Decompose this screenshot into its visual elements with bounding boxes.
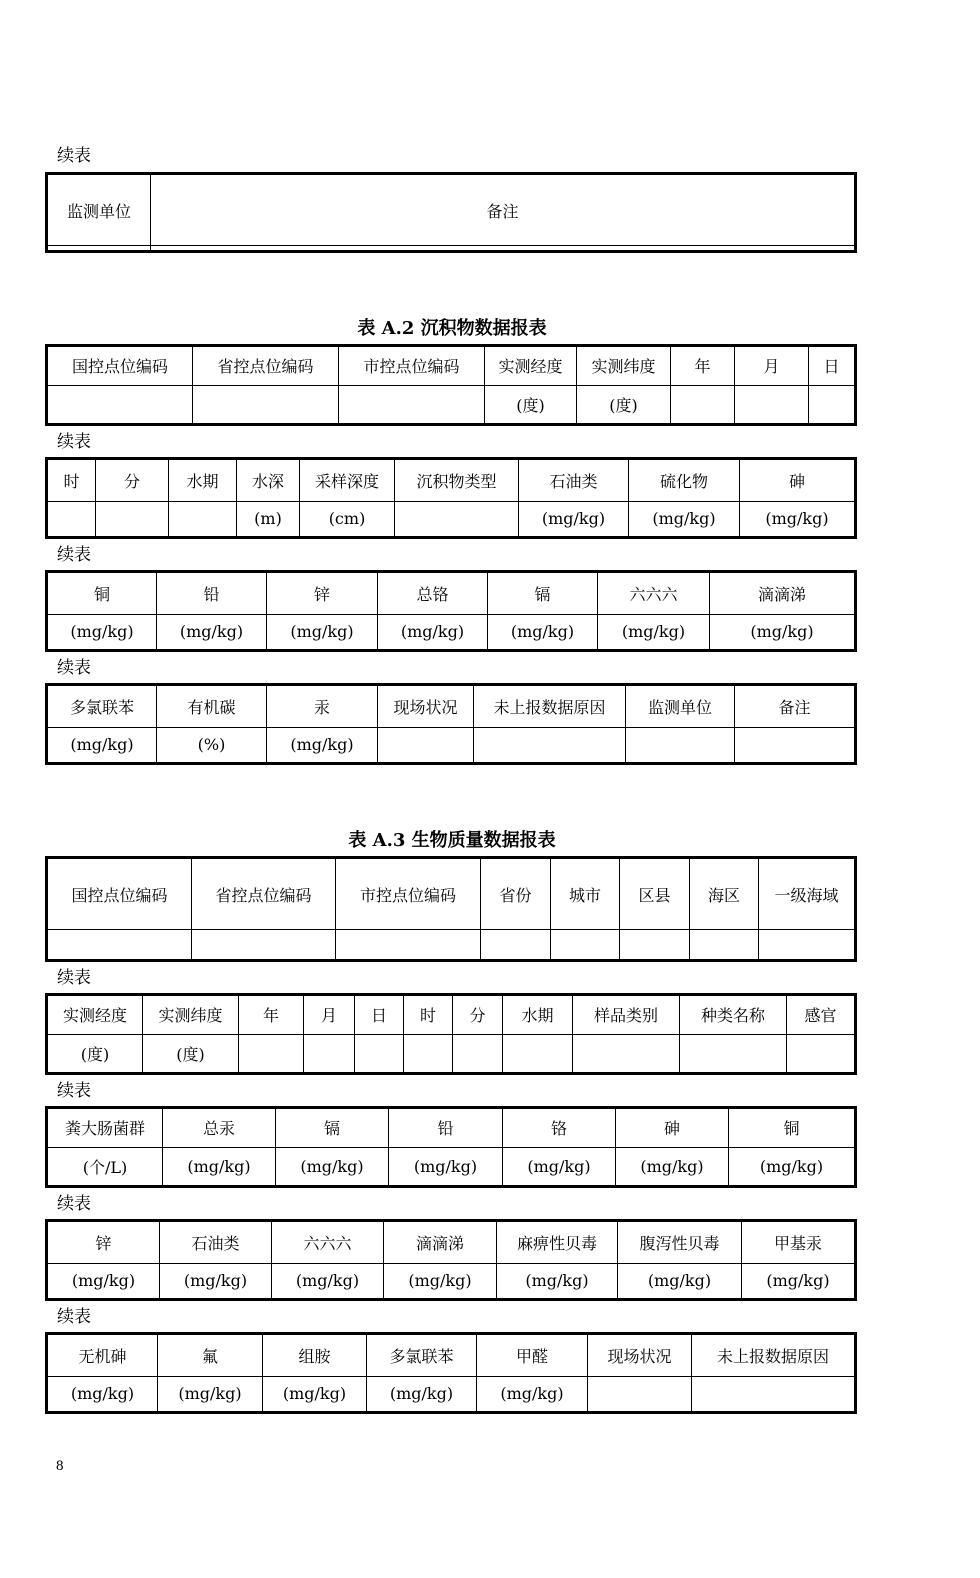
data-cell [481, 930, 551, 961]
data-cell [169, 501, 237, 537]
header-cell: 铜 [47, 572, 157, 615]
unit-cell: (mg/kg) [378, 614, 488, 650]
header-cell: 镉 [488, 572, 598, 615]
data-cell [395, 501, 519, 537]
data-cell [453, 1034, 503, 1074]
unit-cell: (mg/kg) [389, 1147, 503, 1187]
table-row [47, 1263, 856, 1299]
data-cell [336, 930, 481, 961]
header-cell: 总铬 [378, 572, 488, 615]
header-cell: 铜 [729, 1108, 856, 1148]
header-cell: 分 [453, 995, 503, 1035]
continued-label: 续表 [57, 968, 91, 988]
continued-label: 续表 [57, 1194, 91, 1214]
table-row [47, 614, 856, 650]
unit-cell: (mg/kg) [616, 1147, 729, 1187]
unit-cell: (mg/kg) [497, 1263, 618, 1299]
header-cell: 采样深度 [300, 459, 395, 502]
unit-cell: (mg/kg) [47, 1263, 160, 1299]
table-row [47, 727, 856, 763]
unit-cell: (cm) [300, 501, 395, 537]
header-cell: 分 [96, 459, 169, 502]
table-a3-continued-2 [45, 1106, 857, 1188]
header-cell: 总汞 [163, 1108, 276, 1148]
header-cell: 未上报数据原因 [474, 685, 626, 728]
table-row [47, 1376, 856, 1412]
header-cell: 实测经度 [485, 346, 577, 386]
unit-cell: (mg/kg) [163, 1147, 276, 1187]
header-cell: 备注 [151, 174, 856, 246]
data-cell [378, 727, 474, 763]
table-row [47, 1334, 856, 1377]
continued-label: 续表 [57, 545, 91, 565]
header-cell: 一级海域 [759, 858, 856, 930]
unit-cell: (mg/kg) [157, 614, 267, 650]
header-cell: 组胺 [263, 1334, 367, 1377]
data-cell [809, 385, 856, 425]
header-cell: 国控点位编码 [47, 346, 193, 386]
table-a3-continued-1 [45, 993, 857, 1075]
header-cell: 多氯联苯 [47, 685, 157, 728]
data-cell [47, 501, 96, 537]
header-cell: 有机碳 [157, 685, 267, 728]
unit-cell: (mg/kg) [263, 1376, 367, 1412]
data-cell [47, 930, 192, 961]
header-cell: 汞 [267, 685, 378, 728]
header-cell: 砷 [740, 459, 856, 502]
header-cell: 铬 [503, 1108, 616, 1148]
header-cell: 锌 [47, 1221, 160, 1264]
data-cell [239, 1034, 304, 1074]
table-row [47, 685, 856, 728]
header-cell: 省控点位编码 [192, 858, 336, 930]
table-row [47, 995, 856, 1035]
unit-cell: (mg/kg) [598, 614, 710, 650]
header-cell: 六六六 [598, 572, 710, 615]
header-cell: 样品类别 [573, 995, 680, 1035]
unit-cell: (mg/kg) [729, 1147, 856, 1187]
continued-label: 续表 [57, 1307, 91, 1327]
data-cell [735, 727, 856, 763]
unit-cell: (mg/kg) [160, 1263, 272, 1299]
unit-cell: (mg/kg) [629, 501, 740, 537]
data-cell [47, 246, 151, 252]
table-row [47, 385, 856, 425]
header-cell: 镉 [276, 1108, 389, 1148]
header-cell: 时 [47, 459, 96, 502]
header-cell: 城市 [551, 858, 620, 930]
unit-cell: (mg/kg) [267, 614, 378, 650]
header-cell: 国控点位编码 [47, 858, 192, 930]
header-cell: 月 [304, 995, 355, 1035]
unit-cell: (mg/kg) [503, 1147, 616, 1187]
unit-cell: (mg/kg) [158, 1376, 263, 1412]
header-cell: 水期 [503, 995, 573, 1035]
header-cell: 市控点位编码 [336, 858, 481, 930]
unit-cell: (度) [47, 1034, 143, 1074]
header-cell: 现场状况 [588, 1334, 692, 1377]
header-cell: 六六六 [272, 1221, 384, 1264]
table-row [47, 246, 856, 252]
data-cell [339, 385, 485, 425]
data-cell [304, 1034, 355, 1074]
header-cell: 实测纬度 [143, 995, 239, 1035]
header-cell: 甲基汞 [742, 1221, 856, 1264]
unit-cell: (mg/kg) [272, 1263, 384, 1299]
unit-cell: (mg/kg) [47, 614, 157, 650]
header-cell: 水期 [169, 459, 237, 502]
table-a2-title: 表 A.2 沉积物数据报表 [357, 318, 547, 339]
table-row [47, 1221, 856, 1264]
header-cell: 锌 [267, 572, 378, 615]
table-row [47, 930, 856, 961]
data-cell [588, 1376, 692, 1412]
header-cell: 年 [671, 346, 735, 386]
table-row [47, 346, 856, 386]
data-cell [355, 1034, 404, 1074]
header-cell: 监测单位 [626, 685, 735, 728]
data-cell [626, 727, 735, 763]
table-row [47, 459, 856, 502]
table-a3-title: 表 A.3 生物质量数据报表 [348, 830, 556, 851]
header-cell: 备注 [735, 685, 856, 728]
header-cell: 日 [355, 995, 404, 1035]
header-cell: 日 [809, 346, 856, 386]
unit-cell: (mg/kg) [488, 614, 598, 650]
header-cell: 沉积物类型 [395, 459, 519, 502]
header-cell: 铅 [157, 572, 267, 615]
data-cell [759, 930, 856, 961]
data-cell [503, 1034, 573, 1074]
data-cell [671, 385, 735, 425]
header-cell: 省份 [481, 858, 551, 930]
header-cell: 甲醛 [477, 1334, 588, 1377]
table-a2-continued-1 [45, 457, 857, 539]
unit-cell: (度) [485, 385, 577, 425]
table-row [47, 1108, 856, 1148]
table-row [47, 1147, 856, 1187]
unit-cell: (mg/kg) [710, 614, 856, 650]
header-cell: 腹泻性贝毒 [618, 1221, 742, 1264]
table-a1-continued [45, 172, 857, 253]
header-cell: 多氯联苯 [367, 1334, 477, 1377]
header-cell: 砷 [616, 1108, 729, 1148]
table-row [47, 1034, 856, 1074]
data-cell [735, 385, 809, 425]
header-cell: 年 [239, 995, 304, 1035]
data-cell [192, 930, 336, 961]
unit-cell: (mg/kg) [519, 501, 629, 537]
data-cell [620, 930, 690, 961]
table-a3-continued-4 [45, 1332, 857, 1414]
unit-cell: (mg/kg) [618, 1263, 742, 1299]
unit-cell: (mg/kg) [276, 1147, 389, 1187]
unit-cell: (mg/kg) [742, 1263, 856, 1299]
data-cell [151, 246, 856, 252]
data-cell [474, 727, 626, 763]
continued-label: 续表 [57, 432, 91, 452]
header-cell: 现场状况 [378, 685, 474, 728]
header-cell: 种类名称 [680, 995, 787, 1035]
table-a2-continued-3 [45, 683, 857, 765]
data-cell [787, 1034, 856, 1074]
table-row [47, 174, 856, 246]
continued-label: 续表 [57, 658, 91, 678]
unit-cell: (mg/kg) [47, 1376, 158, 1412]
header-cell: 监测单位 [47, 174, 151, 246]
header-cell: 市控点位编码 [339, 346, 485, 386]
unit-cell: (度) [577, 385, 671, 425]
header-cell: 未上报数据原因 [692, 1334, 856, 1377]
data-cell [404, 1034, 453, 1074]
header-cell: 区县 [620, 858, 690, 930]
unit-cell: (mg/kg) [367, 1376, 477, 1412]
header-cell: 石油类 [160, 1221, 272, 1264]
header-cell: 月 [735, 346, 809, 386]
header-cell: 麻痹性贝毒 [497, 1221, 618, 1264]
header-cell: 时 [404, 995, 453, 1035]
unit-cell: (mg/kg) [267, 727, 378, 763]
header-cell: 水深 [237, 459, 300, 502]
unit-cell: (mg/kg) [740, 501, 856, 537]
table-row [47, 858, 856, 930]
data-cell [692, 1376, 856, 1412]
header-cell: 实测经度 [47, 995, 143, 1035]
header-cell: 感官 [787, 995, 856, 1035]
table-a3-continued-3 [45, 1219, 857, 1301]
table-row [47, 572, 856, 615]
data-cell [573, 1034, 680, 1074]
header-cell: 滴滴涕 [710, 572, 856, 615]
data-cell [690, 930, 759, 961]
table-a2-continued-2 [45, 570, 857, 652]
unit-cell: (mg/kg) [477, 1376, 588, 1412]
header-cell: 实测纬度 [577, 346, 671, 386]
table-a3 [45, 856, 857, 962]
header-cell: 铅 [389, 1108, 503, 1148]
unit-cell: (mg/kg) [47, 727, 157, 763]
table-a2 [45, 344, 857, 426]
header-cell: 硫化物 [629, 459, 740, 502]
unit-cell: (度) [143, 1034, 239, 1074]
continued-label: 续表 [57, 1081, 91, 1101]
header-cell: 石油类 [519, 459, 629, 502]
header-cell: 粪大肠菌群 [47, 1108, 163, 1148]
header-cell: 海区 [690, 858, 759, 930]
unit-cell: (%) [157, 727, 267, 763]
unit-cell: (m) [237, 501, 300, 537]
data-cell [96, 501, 169, 537]
unit-cell: (mg/kg) [384, 1263, 497, 1299]
data-cell [551, 930, 620, 961]
data-cell [193, 385, 339, 425]
data-cell [680, 1034, 787, 1074]
unit-cell: (个/L) [47, 1147, 163, 1187]
data-cell [47, 385, 193, 425]
header-cell: 省控点位编码 [193, 346, 339, 386]
header-cell: 滴滴涕 [384, 1221, 497, 1264]
page-number: 8 [56, 1458, 64, 1474]
table-row [47, 501, 856, 537]
header-cell: 氟 [158, 1334, 263, 1377]
header-cell: 无机砷 [47, 1334, 158, 1377]
continued-label: 续表 [57, 146, 91, 166]
